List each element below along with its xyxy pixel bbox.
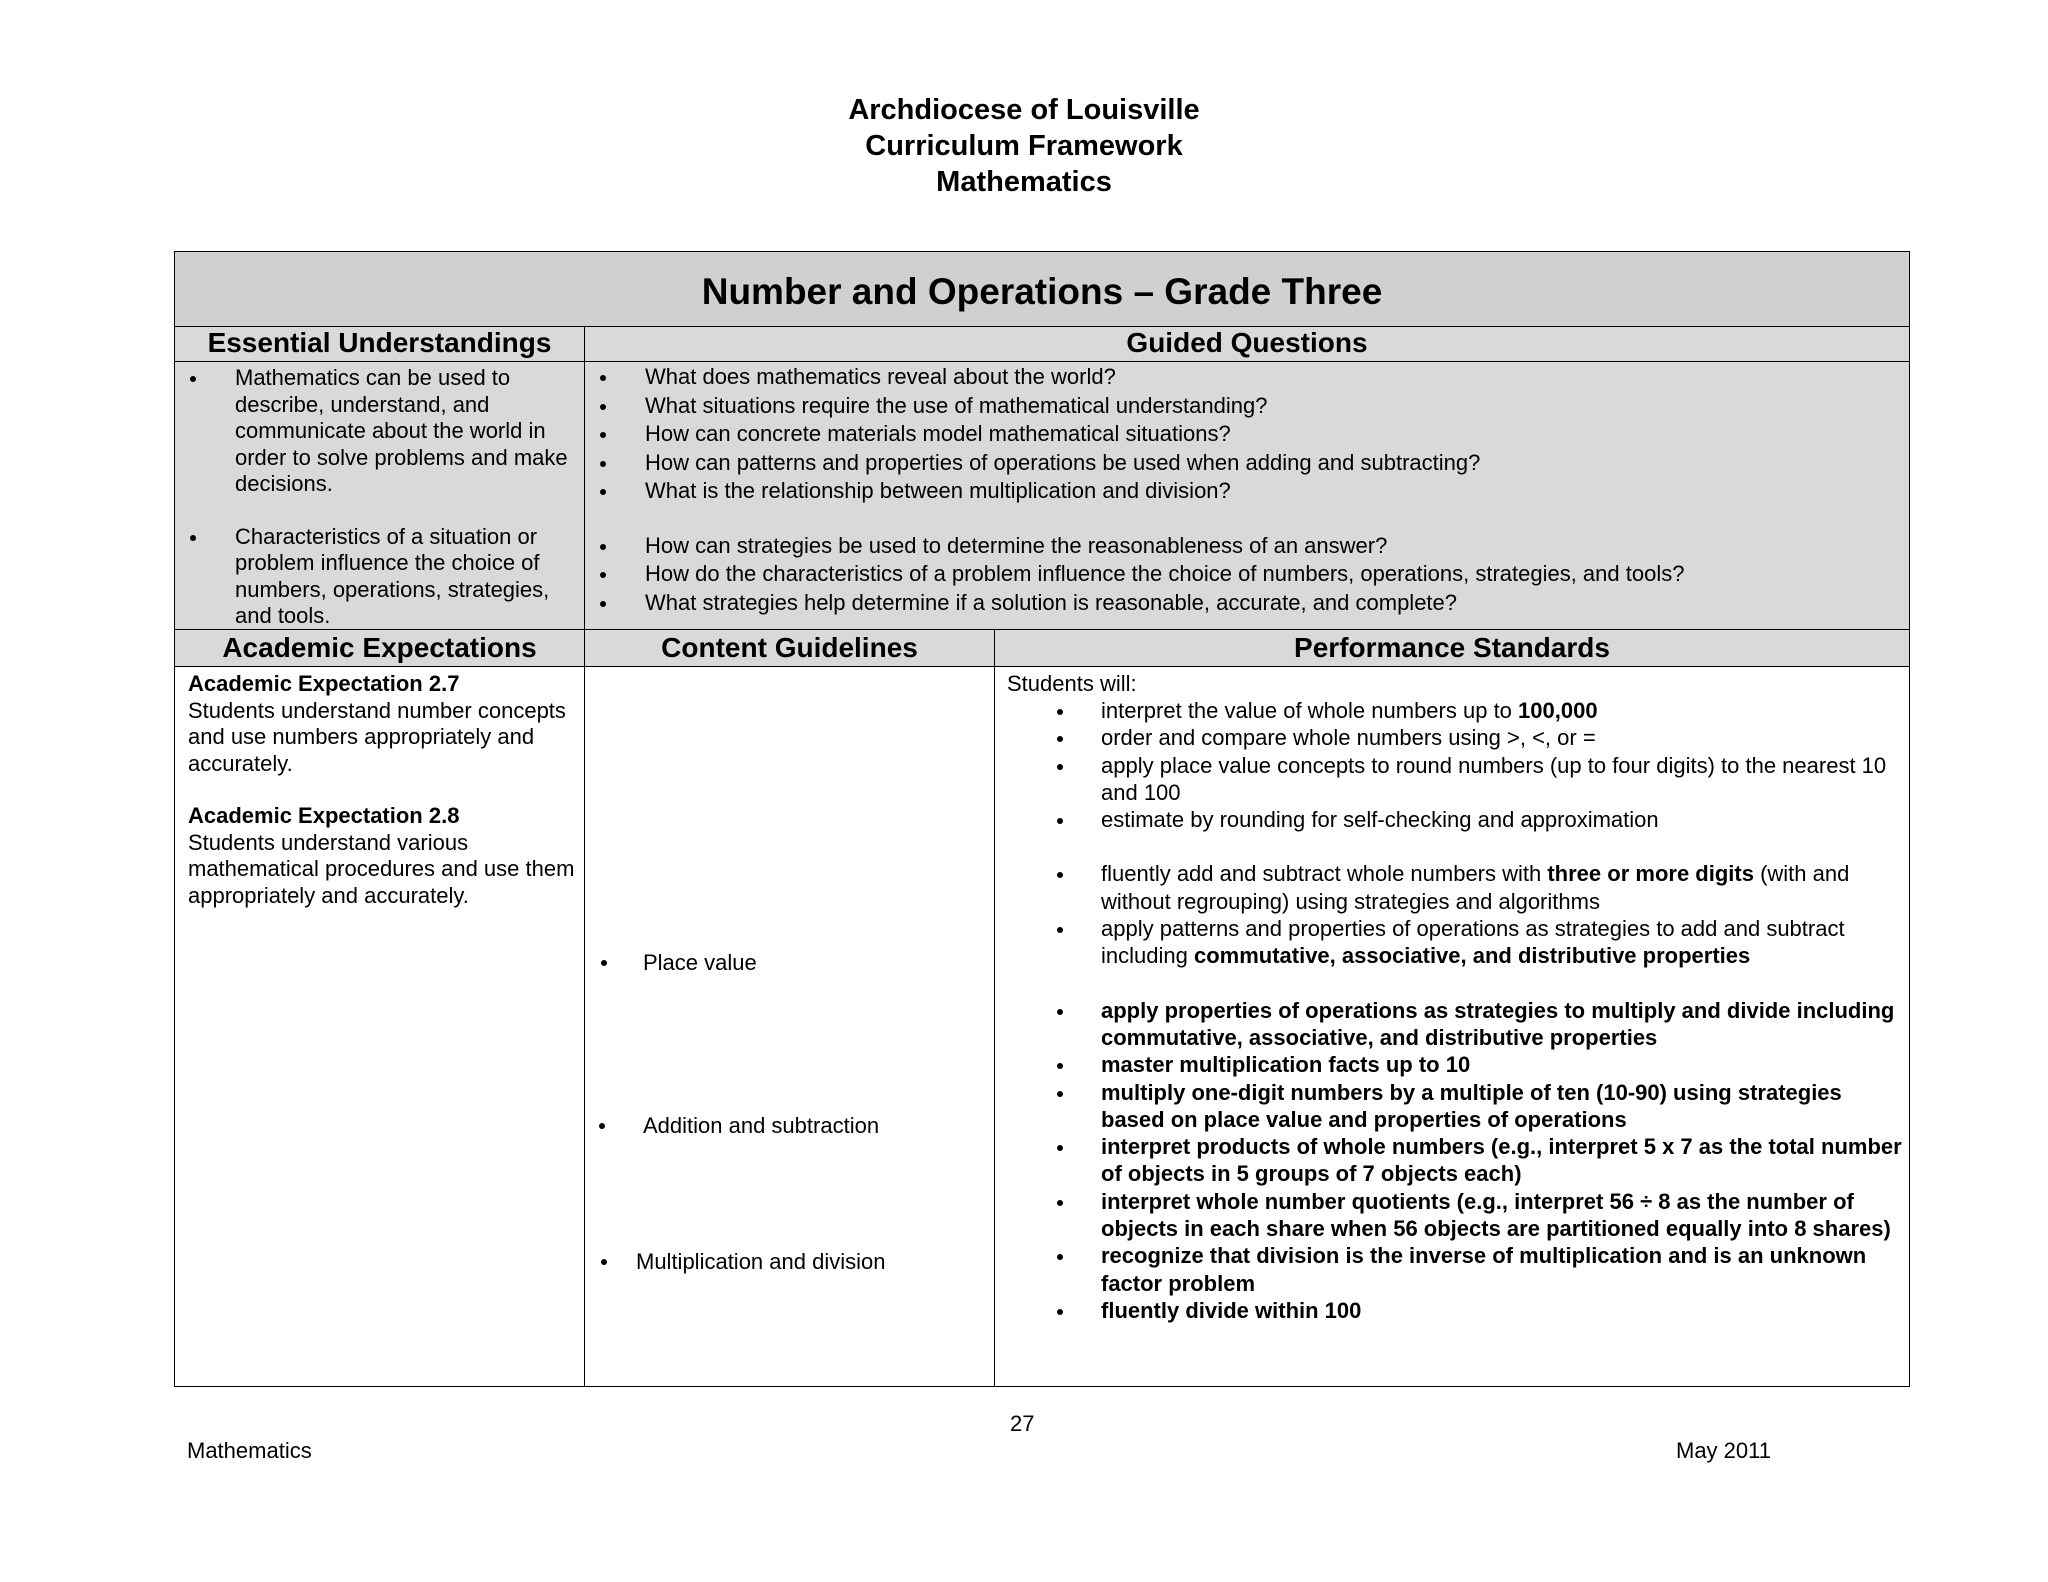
header-organization: Archdiocese of Louisville — [848, 94, 1200, 126]
performance-standards-cell — [1007, 671, 1905, 1324]
footer-date: May 2011 — [1676, 1438, 1771, 1463]
list-item: Mathematics can be used to describe, understand, and communicate about the world in order to solve problems and make decisions. — [175, 365, 574, 498]
list-item: recognize that division is the inverse of multiplication and is an unknown factor problem — [995, 1242, 1905, 1297]
document-header — [0, 92, 2048, 200]
list-item: What situations require the use of mathematical understanding? — [585, 392, 1909, 421]
essential-understandings-cell — [175, 362, 584, 629]
divider — [584, 327, 585, 1386]
guided-questions-heading: Guided Questions — [585, 327, 1909, 361]
list-item: How can concrete materials model mathematical situations? — [585, 420, 1909, 449]
content-guidelines-heading: Content Guidelines — [585, 630, 994, 666]
guided-questions-cell — [585, 362, 1909, 629]
list-item: How can patterns and properties of operations be used when adding and subtracting? — [585, 449, 1909, 478]
list-item: master multiplication facts up to 10 — [995, 1051, 1905, 1078]
list-item: How do the characteristics of a problem influence the choice of numbers, operations, strategies, and tools? — [585, 560, 1909, 589]
divider — [994, 630, 995, 1386]
ae-2-8-title: Academic Expectation 2.8 — [188, 803, 460, 828]
list-item: order and compare whole numbers using >, <, or = — [995, 724, 1905, 751]
curriculum-table — [174, 251, 1910, 1387]
table-title: Number and Operations – Grade Three — [175, 252, 1909, 327]
list-item: What does mathematics reveal about the world? — [585, 363, 1909, 392]
list-item: What is the relationship between multiplication and division? — [585, 477, 1909, 506]
list-item: multiply one-digit numbers by a multiple of ten (10-90) using strategies based on place value and properties of operations — [995, 1079, 1905, 1134]
list-item: Characteristics of a situation or problem influence the choice of numbers, operations, strategies, and tools. — [175, 524, 574, 630]
list-item: apply place value concepts to round numbers (up to four digits) to the nearest 10 and 100 — [995, 752, 1905, 807]
ae-2-7-title: Academic Expectation 2.7 — [188, 671, 460, 696]
ae-2-7-text: Students understand number concepts and use numbers appropriately and accurately. — [188, 697, 566, 776]
list-item: interpret products of whole numbers (e.g., interpret 5 x 7 as the total number of objects in 5 groups of 7 objects each) — [995, 1133, 1905, 1188]
list-item: apply properties of operations as strategies to multiply and divide including commutative, associative, and distributive properties — [995, 997, 1905, 1052]
list-item: interpret the value of whole numbers up to 100,000 — [995, 697, 1905, 724]
list-item: interpret whole number quotients (e.g., interpret 56 ÷ 8 as the number of objects in each share when 56 objects are partitioned equally into 8 shares) — [995, 1188, 1905, 1243]
performance-standards-heading: Performance Standards — [995, 630, 1909, 666]
academic-expectations-cell — [188, 671, 578, 909]
divider — [175, 326, 1909, 327]
divider — [175, 666, 1909, 667]
list-item: apply patterns and properties of operations as strategies to add and subtract including commutative, associative, and distributive properties — [995, 915, 1905, 970]
essential-understandings-heading: Essential Understandings — [175, 327, 584, 361]
content-guidelines-cell: Place value Addition and subtraction Multiplication and division — [585, 666, 994, 1386]
divider — [175, 361, 1909, 362]
list-item: fluently add and subtract whole numbers with three or more digits (with and without regrouping) using strategies and algorithms — [995, 860, 1905, 915]
ps-intro: Students will: — [1007, 671, 1137, 696]
list-item: How can strategies be used to determine the reasonableness of an answer? — [585, 532, 1909, 561]
ae-2-8-text: Students understand various mathematical procedures and use them appropriately and accurately. — [188, 829, 575, 908]
list-item: fluently divide within 100 — [995, 1297, 1905, 1324]
list-item: What strategies help determine if a solution is reasonable, accurate, and complete? — [585, 589, 1909, 618]
footer-subject: Mathematics — [187, 1438, 312, 1463]
page-number: 27 — [1010, 1411, 1035, 1436]
header-framework: Curriculum Framework — [865, 130, 1183, 162]
list-item: estimate by rounding for self-checking and approximation — [995, 806, 1905, 833]
header-subject: Mathematics — [936, 166, 1112, 198]
divider — [175, 629, 1909, 630]
academic-expectations-heading: Academic Expectations — [175, 630, 584, 666]
